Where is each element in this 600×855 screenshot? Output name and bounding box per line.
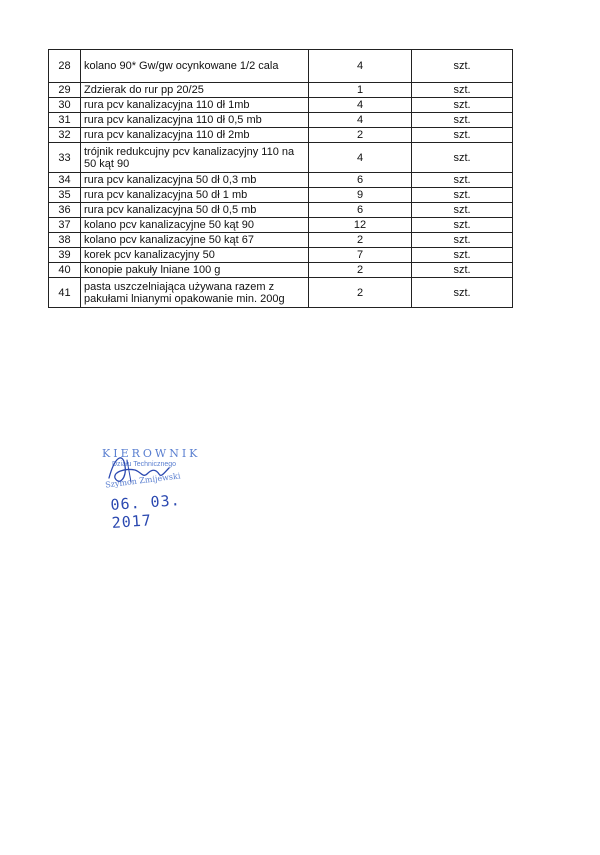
item-unit: szt. <box>412 248 513 263</box>
row-number: 35 <box>49 188 81 203</box>
row-number: 32 <box>49 128 81 143</box>
item-quantity: 1 <box>309 83 412 98</box>
item-unit: szt. <box>412 203 513 218</box>
row-number: 41 <box>49 278 81 308</box>
item-unit: szt. <box>412 188 513 203</box>
row-number: 28 <box>49 50 81 83</box>
item-quantity: 4 <box>309 113 412 128</box>
item-unit: szt. <box>412 263 513 278</box>
item-quantity: 4 <box>309 143 412 173</box>
item-name: rura pcv kanalizacyjna 50 dł 0,3 mb <box>81 173 309 188</box>
item-unit: szt. <box>412 98 513 113</box>
item-quantity: 6 <box>309 173 412 188</box>
item-name: rura pcv kanalizacyjna 110 dł 1mb <box>81 98 309 113</box>
table-row <box>49 278 513 308</box>
row-number: 38 <box>49 233 81 248</box>
row-number: 37 <box>49 218 81 233</box>
item-quantity: 4 <box>309 98 412 113</box>
table-row <box>49 83 513 98</box>
item-quantity: 2 <box>309 233 412 248</box>
item-name: kolano pcv kanalizacyjne 50 kąt 67 <box>81 233 309 248</box>
item-unit: szt. <box>412 218 513 233</box>
row-number: 31 <box>49 113 81 128</box>
item-unit: szt. <box>412 278 513 308</box>
item-name: rura pcv kanalizacyjna 110 dł 0,5 mb <box>81 113 309 128</box>
stamp-name: Szymon Zmijewski <box>104 471 181 490</box>
row-number: 33 <box>49 143 81 173</box>
approval-stamp <box>85 442 225 532</box>
item-quantity: 2 <box>309 278 412 308</box>
item-name: rura pcv kanalizacyjna 50 dł 0,5 mb <box>81 203 309 218</box>
row-number: 29 <box>49 83 81 98</box>
handwritten-signature <box>105 448 175 490</box>
item-name: pasta uszczelniająca używana razem z pakułami lnianymi opakowanie min. 200g <box>81 278 309 308</box>
handwritten-date: 06. 03. 2017 <box>109 491 182 532</box>
item-unit: szt. <box>412 143 513 173</box>
item-name: rura pcv kanalizacyjna 110 dł 2mb <box>81 128 309 143</box>
table-row <box>49 173 513 188</box>
item-quantity: 9 <box>309 188 412 203</box>
table-row <box>49 143 513 173</box>
item-unit: szt. <box>412 113 513 128</box>
table-row <box>49 203 513 218</box>
table-row <box>49 128 513 143</box>
item-quantity: 4 <box>309 50 412 83</box>
stamp-title: KIEROWNIK <box>102 447 201 460</box>
row-number: 36 <box>49 203 81 218</box>
item-name: korek pcv kanalizacyjny 50 <box>81 248 309 263</box>
table-row <box>49 218 513 233</box>
table-row <box>49 98 513 113</box>
row-number: 30 <box>49 98 81 113</box>
table-row <box>49 233 513 248</box>
row-number: 40 <box>49 263 81 278</box>
item-name: kolano 90* Gw/gw ocynkowane 1/2 cala <box>81 50 309 83</box>
item-name: konopie pakuły lniane 100 g <box>81 263 309 278</box>
item-unit: szt. <box>412 83 513 98</box>
stamp-subtitle: Działu Technicznego <box>112 461 177 468</box>
row-number: 34 <box>49 173 81 188</box>
item-quantity: 7 <box>309 248 412 263</box>
table-row <box>49 263 513 278</box>
item-unit: szt. <box>412 50 513 83</box>
table-row <box>49 50 513 83</box>
item-quantity: 2 <box>309 128 412 143</box>
item-name: Zdzierak do rur pp 20/25 <box>81 83 309 98</box>
item-unit: szt. <box>412 233 513 248</box>
items-table <box>48 49 513 308</box>
table-row <box>49 113 513 128</box>
item-quantity: 12 <box>309 218 412 233</box>
item-quantity: 2 <box>309 263 412 278</box>
item-quantity: 6 <box>309 203 412 218</box>
item-name: rura pcv kanalizacyjna 50 dł 1 mb <box>81 188 309 203</box>
item-name: trójnik redukcujny pcv kanalizacyjny 110 na 50 kąt 90 <box>81 143 309 173</box>
table-row <box>49 248 513 263</box>
row-number: 39 <box>49 248 81 263</box>
item-name: kolano pcv kanalizacyjne 50 kąt 90 <box>81 218 309 233</box>
table-row <box>49 188 513 203</box>
item-unit: szt. <box>412 173 513 188</box>
item-unit: szt. <box>412 128 513 143</box>
